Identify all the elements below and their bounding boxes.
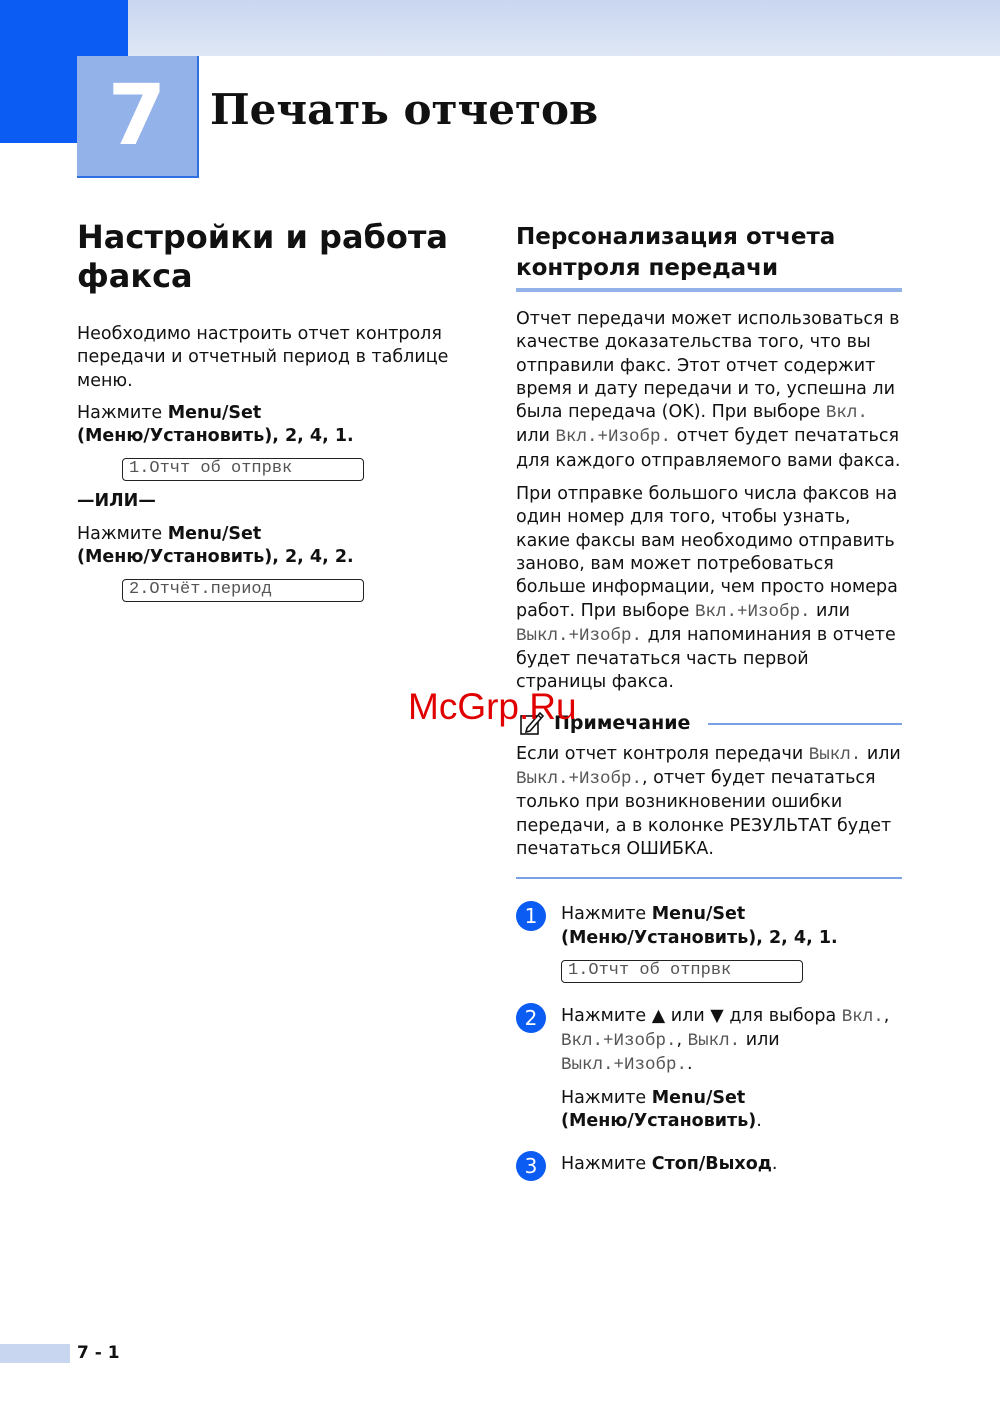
intro-paragraph: Необходимо настроить отчет контроля передачи и отчетный период в таблице меню. <box>77 324 449 391</box>
step-1 <box>516 903 902 983</box>
or-separator: —ИЛИ— <box>77 491 156 512</box>
step-text: Нажмите ▲ или ▼ для выбора Вкл., Вкл.+Изобр., Выкл. или Выкл.+Изобр.. <box>561 1005 890 1076</box>
note-title: Примечание <box>554 711 691 734</box>
step-text-2: Нажмите Menu/Set (Меню/Установить). <box>561 1087 762 1132</box>
step-text: Нажмите Menu/Set (Меню/Установить), 2, 4, 1. <box>561 904 838 948</box>
note-bottom-rule <box>516 877 902 879</box>
heading-rule <box>516 288 902 292</box>
lcd-display-1: 1.Отчт об отпрвк <box>122 458 364 481</box>
paragraph-1: Отчет передачи может использоваться в качестве доказательства того, что вы отправили факс. Этот отчет содержит время и дату передачи и то, успешна ли была передача (OK). При выборе Вкл. или Вкл.+Изобр. отчет будет печататься для каждого отправляемого вами факса. <box>516 309 901 471</box>
step-number: 2 <box>516 1003 546 1033</box>
chapter-title: Печать отчетов <box>210 85 599 134</box>
step-text: Нажмите Стоп/Выход. <box>561 1154 778 1175</box>
lcd-display-step-1: 1.Отчт об отпрвк <box>561 960 803 983</box>
section-heading: Настройки и работа факса <box>77 218 449 295</box>
step-number: 1 <box>516 901 546 931</box>
paragraph-2: При отправке большого числа факсов на один номер для того, чтобы узнать, какие факсы вам необходимо отправить заново, вам может потребоваться больше информации, чем просто номера работ. При выборе Вкл.+Изобр. или Выкл.+Изобр. для напоминания в отчете будет печататься часть первой страницы факса. <box>516 484 898 693</box>
note-rule <box>708 723 902 725</box>
header-band <box>0 0 1000 56</box>
chapter-number-box <box>77 56 199 178</box>
left-column <box>77 218 477 602</box>
instruction-2: Нажмите Menu/Set (Меню/Установить), 2, 4, 2. <box>77 523 354 568</box>
step-2 <box>516 1005 902 1133</box>
footer-band <box>0 1344 70 1363</box>
chapter-number: 7 <box>107 66 167 164</box>
arrow-up-icon: ▲ <box>651 1005 666 1026</box>
arrow-down-icon: ▼ <box>710 1005 724 1026</box>
lcd-display-2: 2.Отчёт.период <box>122 579 364 602</box>
step-number: 3 <box>516 1151 546 1181</box>
watermark: McGrp.Ru <box>408 686 577 727</box>
note-text: Если отчет контроля передачи Выкл. или Выкл.+Изобр., отчет будет печататься только при возникновении ошибки передачи, а в колонке РЕЗУЛЬТАТ будет печататься ОШИБКА. <box>516 743 901 859</box>
page-number: 7 - 1 <box>77 1343 120 1363</box>
step-3 <box>516 1153 902 1179</box>
subsection-heading: Персонализация отчета контроля передачи <box>516 224 836 281</box>
instruction-1: Нажмите Menu/Set (Меню/Установить), 2, 4, 1. <box>77 402 354 447</box>
